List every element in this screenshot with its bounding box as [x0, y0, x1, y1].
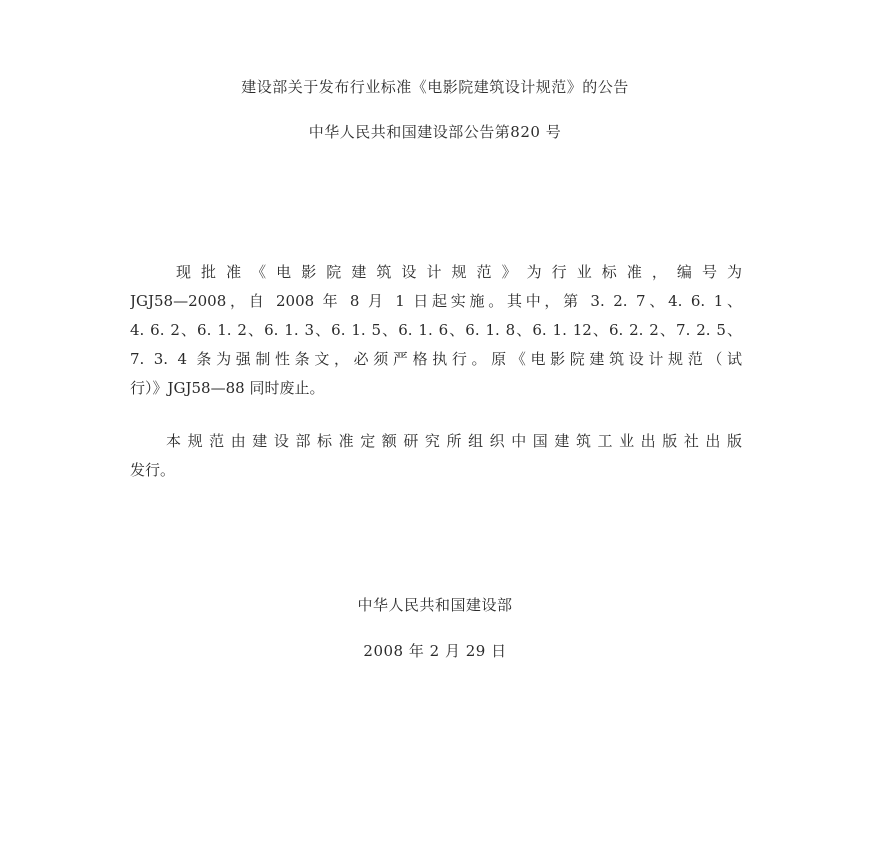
paragraph-line: JGJ58—2008，自 2008 年 8 月 1 日起实施。其中，第 3. 2. 7、4. 6. 1、 — [130, 292, 742, 310]
announcement-number: 中华人民共和国建设部公告第820 号 — [308, 123, 562, 141]
paragraph-line: 4. 6. 2、6. 1. 2、6. 1. 3、6. 1. 5、6. 1. 6、6. 1. 8、6. 1. 12、6. 2. 2、7. 2. 5、 — [130, 321, 742, 339]
paragraph-line: 本规范由建设部标准定额研究所组织中国建筑工业出版社出版 — [166, 432, 742, 450]
paragraph-line: 行）》JGJ58—88 同时废止。 — [130, 379, 325, 397]
signature-date: 2008 年 2 月 29 日 — [363, 642, 507, 660]
paragraph-line: 7. 3. 4 条为强制性条文，必须严格执行。原《电影院建筑设计规范（试 — [130, 350, 742, 368]
paragraph-line: 发行。 — [130, 461, 176, 479]
paragraph-publication — [130, 427, 742, 485]
paragraph-line: 现 批 准 《 电 影 院 建 筑 设 计 规 范 》 为 行 业 标 准 ， 编 号 为 — [176, 263, 742, 281]
document-title: 建设部关于发布行业标准《电影院建筑设计规范》的公告 — [241, 78, 629, 96]
paragraph-approval — [130, 258, 742, 403]
signature-organization: 中华人民共和国建设部 — [357, 596, 513, 614]
